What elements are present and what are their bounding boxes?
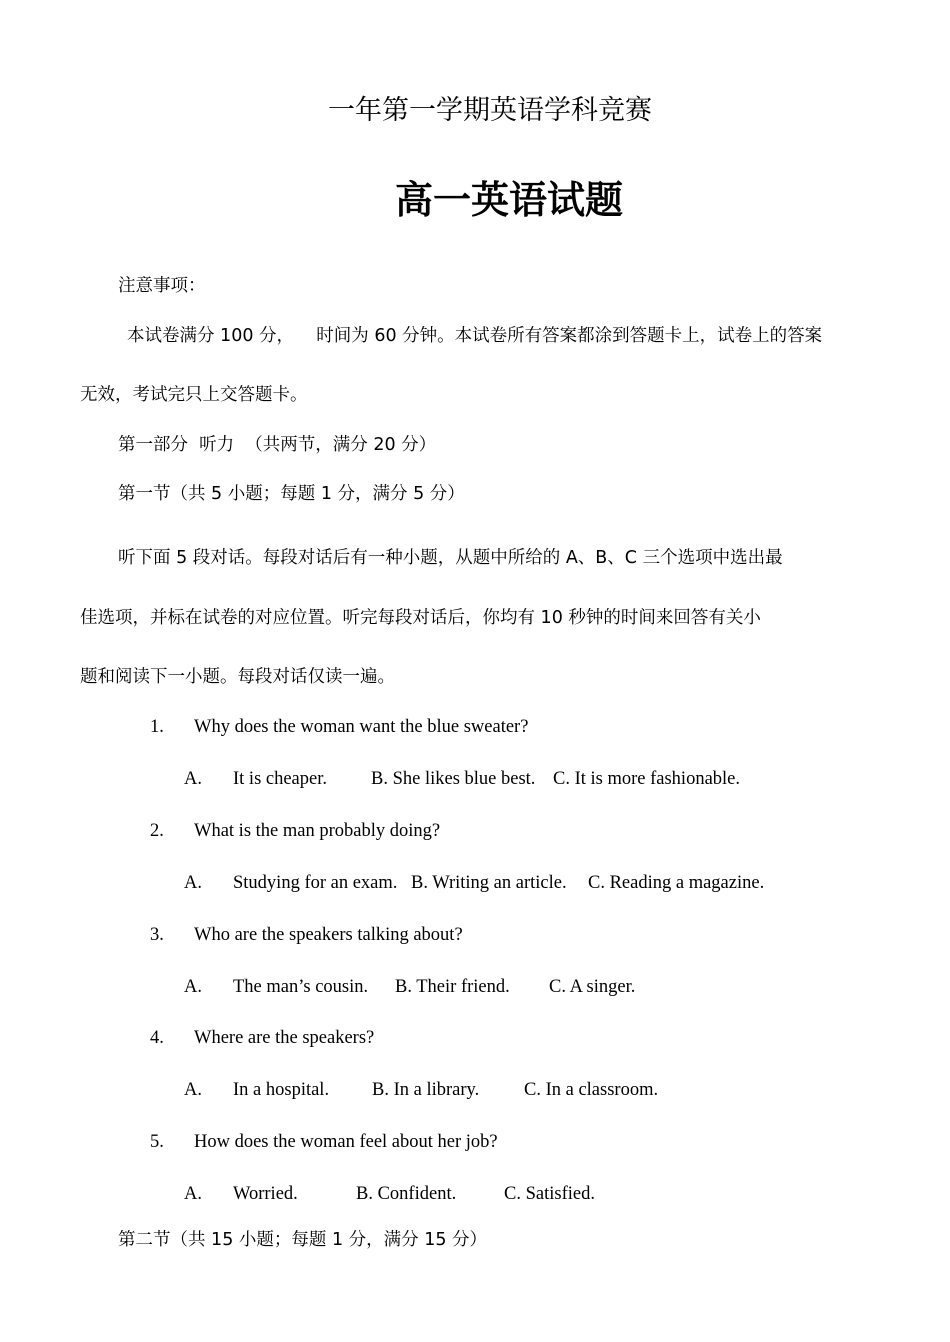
section1-heading: 第一节（共 5 小题；每题 1 分，满分 5 分） (118, 484, 465, 504)
directions-line-1: 听下面 5 段对话。每段对话后有一种小题，从题中所给的 A、B、C 三个选项中选出最 (118, 548, 783, 568)
notice-line-1: 本试卷满分 100 分， 时间为 60 分钟。本试卷所有答案都涂到答题卡上，试卷上的答案 (127, 326, 823, 346)
question-text: What is the man probably doing? (194, 821, 441, 841)
option-b: B. Writing an article. (411, 873, 567, 893)
question-number: 2. (150, 821, 164, 841)
notice-line-2: 无效，考试完只上交答题卡。 (80, 385, 308, 405)
option-a: The man’s cousin. (233, 977, 369, 997)
option-b: B. In a library. (372, 1080, 480, 1100)
notice-heading: 注意事项： (118, 276, 206, 296)
option-a: In a hospital. (233, 1080, 330, 1100)
option-a: It is cheaper. (233, 769, 327, 789)
question-number: 1. (150, 717, 164, 737)
directions-line-3: 题和阅读下一小题。每段对话仅读一遍。 (80, 667, 395, 687)
option-a: Worried. (233, 1184, 298, 1204)
question-text: Why does the woman want the blue sweater? (194, 717, 529, 737)
section2-heading: 第二节（共 15 小题；每题 1 分，满分 15 分） (118, 1230, 488, 1250)
question-number: 3. (150, 925, 164, 945)
option-letter: A. (184, 873, 202, 893)
question-text: Who are the speakers talking about? (194, 925, 463, 945)
option-c: C. Satisfied. (504, 1184, 595, 1204)
question-number: 4. (150, 1028, 164, 1048)
option-c: C. A singer. (549, 977, 636, 997)
option-letter: A. (184, 1184, 202, 1204)
supertitle: 一年第一学期英语学科竞赛 (328, 95, 652, 126)
option-b: B. Confident. (356, 1184, 457, 1204)
option-a: Studying for an exam. (233, 873, 398, 893)
option-letter: A. (184, 1080, 202, 1100)
option-b: B. Their friend. (395, 977, 510, 997)
part1-heading: 第一部分 听力 （共两节，满分 20 分） (118, 435, 437, 455)
option-c: C. It is more fashionable. (553, 769, 741, 789)
option-c: C. In a classroom. (524, 1080, 659, 1100)
question-number: 5. (150, 1132, 164, 1152)
option-letter: A. (184, 977, 202, 997)
question-text: Where are the speakers? (194, 1028, 375, 1048)
page-title: 高一英语试题 (395, 178, 624, 222)
question-text: How does the woman feel about her job? (194, 1132, 498, 1152)
option-b: B. She likes blue best. (371, 769, 536, 789)
option-c: C. Reading a magazine. (588, 873, 765, 893)
directions-line-2: 佳选项，并标在试卷的对应位置。听完每段对话后，你均有 10 秒钟的时间来回答有关小 (80, 608, 761, 628)
option-letter: A. (184, 769, 202, 789)
